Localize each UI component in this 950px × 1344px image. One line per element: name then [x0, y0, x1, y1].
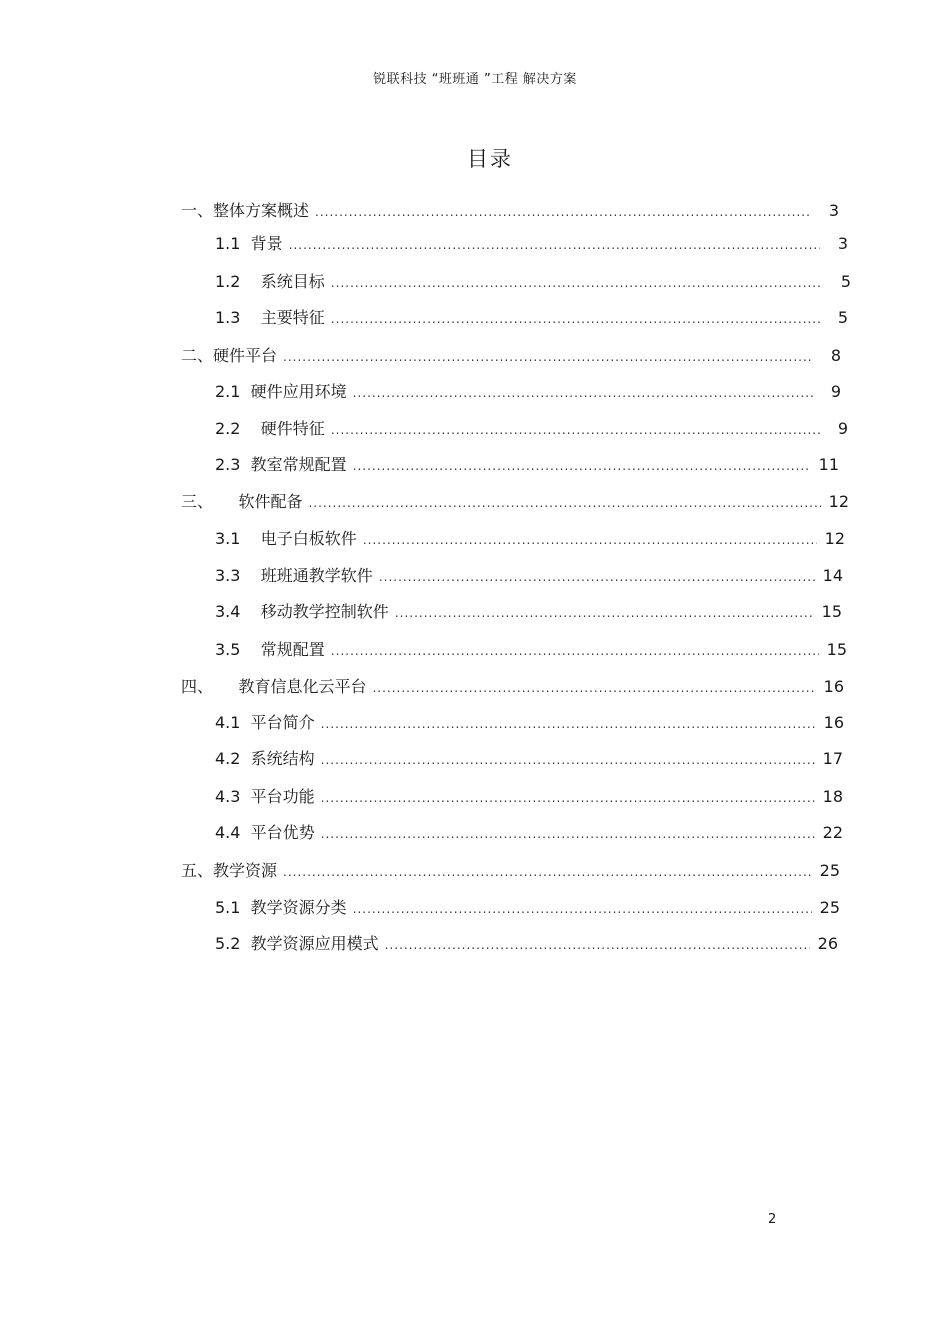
running-header: 锐联科技 “班班通 ”工程 解决方案 — [373, 72, 577, 87]
toc-label: 教室常规配置 — [250, 455, 347, 474]
toc-page: 11 — [818, 455, 839, 474]
toc-label: 教育信息化云平台 — [238, 677, 367, 696]
toc-leader — [353, 902, 812, 916]
toc-page: 14 — [822, 566, 843, 585]
toc-page: 5 — [840, 272, 851, 291]
toc-number: 1.1 — [215, 234, 251, 253]
toc-leader — [331, 276, 823, 290]
toc-page: 22 — [822, 823, 843, 842]
toc-page: 9 — [830, 382, 841, 401]
toc-entry[interactable] — [215, 746, 843, 770]
toc-entry[interactable] — [215, 563, 843, 587]
toc-number: 2.1 — [215, 382, 251, 401]
toc-label: 系统结构 — [250, 749, 315, 768]
toc-number: 3.3 — [215, 566, 261, 585]
toc-page: 3 — [837, 234, 848, 253]
toc-label: 教学资源应用模式 — [250, 934, 379, 953]
toc-label: 硬件应用环境 — [250, 382, 347, 401]
toc-number: 1.3 — [215, 308, 261, 327]
toc-entry[interactable] — [215, 269, 851, 293]
toc-page: 12 — [828, 492, 849, 511]
toc-label: 移动教学控制软件 — [260, 602, 389, 621]
toc-label: 整体方案概述 — [213, 201, 310, 220]
toc-number: 1.2 — [215, 272, 261, 291]
toc-entry[interactable] — [215, 416, 848, 440]
toc-number: 5.1 — [215, 898, 251, 917]
toc-leader — [331, 423, 820, 437]
toc-leader — [331, 644, 819, 658]
toc-entry[interactable] — [215, 784, 843, 808]
toc-label: 主要特征 — [260, 308, 325, 327]
toc-entry[interactable] — [215, 710, 844, 734]
toc-leader — [321, 791, 815, 805]
toc-entry[interactable] — [215, 452, 839, 476]
toc-entry[interactable] — [215, 231, 848, 255]
toc-number: 四、 — [181, 677, 239, 696]
toc-number: 2.3 — [215, 455, 251, 474]
toc-page: 16 — [823, 713, 844, 732]
toc-page: 15 — [821, 602, 842, 621]
toc-leader — [395, 606, 814, 620]
toc-entry[interactable] — [215, 526, 845, 550]
toc-entry[interactable] — [215, 637, 847, 661]
toc-number: 3.5 — [215, 640, 261, 659]
toc-number: 三、 — [181, 492, 239, 511]
toc-entry[interactable] — [215, 895, 840, 919]
toc-leader — [353, 459, 811, 473]
page-number: 2 — [768, 1212, 777, 1227]
toc-label: 硬件平台 — [213, 346, 278, 365]
toc-entry[interactable] — [215, 599, 842, 623]
toc-page: 25 — [819, 861, 840, 880]
toc-entry[interactable] — [181, 198, 839, 222]
toc-number: 4.1 — [215, 713, 251, 732]
toc-number: 4.3 — [215, 787, 251, 806]
toc-number: 二、 — [181, 346, 214, 365]
toc-leader — [308, 496, 821, 510]
toc-leader — [321, 753, 815, 767]
toc-number: 4.4 — [215, 823, 251, 842]
toc-leader — [289, 238, 820, 252]
toc-entry[interactable] — [215, 379, 841, 403]
toc-label: 常规配置 — [260, 640, 325, 659]
toc-label: 系统目标 — [260, 272, 325, 291]
toc-number: 一、 — [181, 201, 214, 220]
toc-entry[interactable] — [181, 489, 849, 513]
toc-number: 4.2 — [215, 749, 251, 768]
toc-page: 25 — [819, 898, 840, 917]
toc-label: 教学资源分类 — [250, 898, 347, 917]
toc-label: 教学资源 — [213, 861, 278, 880]
toc-page: 26 — [817, 934, 838, 953]
toc-number: 3.4 — [215, 602, 261, 621]
toc-label: 软件配备 — [238, 492, 303, 511]
toc-label: 平台功能 — [250, 787, 315, 806]
toc-leader — [385, 938, 810, 952]
toc-page: 15 — [826, 640, 847, 659]
toc-page: 18 — [822, 787, 843, 806]
toc-page: 16 — [823, 677, 844, 696]
toc-label: 电子白板软件 — [260, 529, 357, 548]
toc-page: 17 — [822, 749, 843, 768]
toc-leader — [315, 205, 811, 219]
toc-page: 9 — [837, 419, 848, 438]
toc-page: 5 — [837, 308, 848, 327]
toc-number: 五、 — [181, 861, 214, 880]
toc-leader — [283, 350, 813, 364]
toc-page: 8 — [830, 346, 841, 365]
toc-leader — [353, 386, 813, 400]
toc-number: 2.2 — [215, 419, 261, 438]
toc-leader — [379, 570, 815, 584]
toc-page: 3 — [828, 201, 839, 220]
toc-page: 12 — [824, 529, 845, 548]
toc-leader — [363, 533, 817, 547]
toc-label: 硬件特征 — [260, 419, 325, 438]
toc-leader — [331, 312, 820, 326]
toc-title: 目录 — [467, 147, 513, 171]
toc-number: 3.1 — [215, 529, 261, 548]
toc-label: 平台简介 — [250, 713, 315, 732]
toc-entry[interactable] — [215, 820, 843, 844]
toc-leader — [321, 827, 815, 841]
toc-leader — [283, 865, 812, 879]
toc-leader — [372, 681, 816, 695]
toc-entry[interactable] — [215, 305, 848, 329]
toc-entry[interactable] — [181, 858, 840, 882]
toc-label: 背景 — [250, 234, 283, 253]
toc-entry[interactable] — [181, 343, 841, 367]
toc-leader — [321, 717, 816, 731]
toc-label: 班班通教学软件 — [260, 566, 373, 585]
toc-label: 平台优势 — [250, 823, 315, 842]
toc-entry[interactable] — [215, 931, 838, 955]
toc-number: 5.2 — [215, 934, 251, 953]
toc-entry[interactable] — [181, 674, 844, 698]
